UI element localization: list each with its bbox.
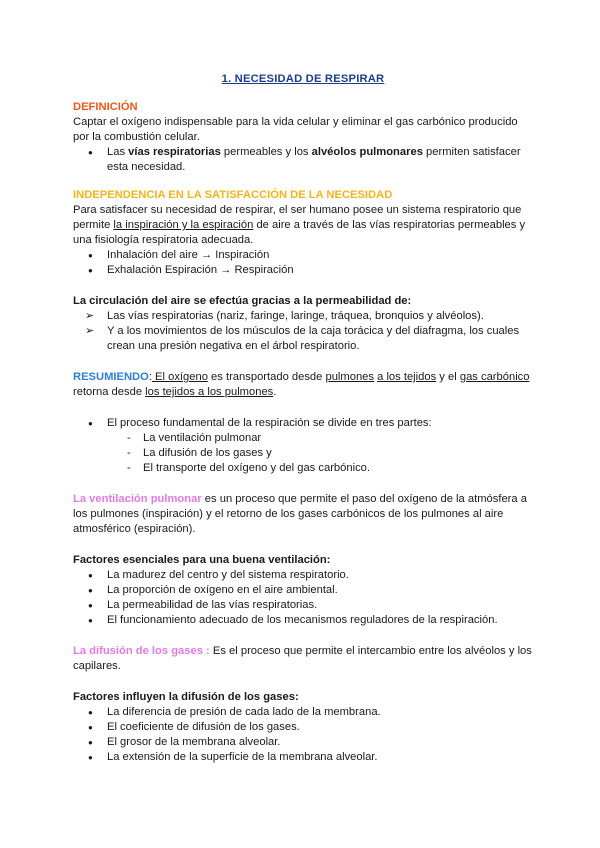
difusion-text (73, 644, 533, 674)
list-item: - El transporte del oxígeno y del gas carbónico. (107, 461, 533, 476)
resumiendo-label: RESUMIENDO (73, 371, 149, 383)
factores-difusion-list (73, 705, 533, 765)
list-item: ● La proporción de oxígeno en el aire ambiental. (73, 583, 533, 598)
bold-heading: Factores influyen la difusión de los gases: (73, 691, 299, 703)
definicion-section (73, 100, 533, 175)
underlined-text: pulmones (325, 371, 374, 383)
circulacion-section (73, 294, 533, 354)
definicion-list (73, 145, 533, 175)
list-item: ● El funcionamiento adecuado de los mecanismos reguladores de la respiración. (73, 613, 533, 628)
document-page (73, 72, 533, 765)
definicion-heading: DEFINICIÓN (73, 101, 138, 113)
text-run: es transportado desde (207, 371, 326, 383)
text-run: : (148, 371, 152, 383)
ventilacion-label: La ventilación pulmonar (73, 493, 202, 505)
ventilacion-section (73, 492, 533, 537)
page-title: 1. NECESIDAD DE RESPIRAR (221, 73, 385, 85)
list-item: ● La madurez del centro y del sistema respiratorio. (73, 568, 533, 583)
list-item: ● La diferencia de presión de cada lado de la membrana. (73, 705, 533, 720)
text-run: Las (107, 146, 129, 158)
text-run: permeables y los (220, 146, 312, 158)
text-run: permiten satisfacer esta necesidad. (107, 146, 521, 173)
factores-difusion-section (73, 690, 533, 765)
list-item: ➢ Las vías respiratorias (nariz, faringe, laringe, tráquea, bronquios y alvéolos). (73, 309, 533, 324)
underlined-text: El oxígeno (151, 371, 208, 383)
underlined-text: los tejidos a los pulmones (145, 386, 274, 398)
text-run: Es el proceso que permite el intercambio entre los alvéolos y los capilares. (73, 645, 532, 672)
difusion-label: La difusión de los gases : (73, 645, 210, 657)
text-run: y el (436, 371, 460, 383)
proceso-parts-list (107, 431, 533, 476)
bold-heading: Factores esenciales para una buena ventilación: (73, 554, 331, 566)
independencia-list (73, 248, 533, 278)
circulacion-heading (73, 294, 533, 309)
factores-difusion-heading (73, 690, 533, 705)
resumiendo-section (73, 370, 533, 400)
list-item: ● Exhalación Espiración → Respiración (73, 263, 533, 278)
underlined-text: a los tejidos (377, 371, 437, 383)
factores-ventilacion-list (73, 568, 533, 628)
bold-term: vías respiratorias (128, 146, 221, 158)
list-item: ● Inhalación del aire → Inspiración (73, 248, 533, 263)
factores-ventilacion-section (73, 553, 533, 628)
list-item: ● El proceso fundamental de la respiración se divide en tres partes: (73, 416, 533, 431)
underlined-text: la inspiración y la espiración (113, 219, 254, 231)
independencia-section (73, 188, 533, 278)
bold-heading: La circulación del aire se efectúa gracias a la permeabilidad de: (73, 295, 412, 307)
factores-ventilacion-heading (73, 553, 533, 568)
text-run: Para satisfacer su necesidad de respirar, el ser humano posee un sistema respiratorio que permite (73, 204, 522, 231)
ventilacion-text (73, 492, 533, 537)
list-item: - La difusión de los gases y (107, 446, 533, 461)
underlined-text: gas carbónico (459, 371, 530, 383)
list-item: ➢ Y a los movimientos de los músculos de la caja torácica y del diafragma, los cuales crean una presión negativa en el árbol respiratorio. (73, 324, 533, 354)
text-run: . (273, 386, 277, 398)
list-item: ● La extensión de la superficie de la membrana alveolar. (73, 750, 533, 765)
proceso-section (73, 416, 533, 476)
list-item (73, 145, 533, 175)
list-item: ● El grosor de la membrana alveolar. (73, 735, 533, 750)
text-run: es un proceso que permite el paso del oxígeno de la atmósfera a los pulmones (inspiración) y el retorno de los gases carbónicos de los pulmones al aire atmosférico (espiración). (73, 493, 527, 535)
proceso-list (73, 416, 533, 431)
difusion-section (73, 644, 533, 674)
resumiendo-text (73, 370, 533, 400)
list-item: ● La permeabilidad de las vías respiratorias. (73, 598, 533, 613)
list-item: ● El coeficiente de difusión de los gases. (73, 720, 533, 735)
definicion-text: Captar el oxígeno indispensable para la vida celular y eliminar el gas carbónico producido por la combustión celular. (73, 116, 518, 143)
bold-term: alvéolos pulmonares (311, 146, 423, 158)
list-item: - La ventilación pulmonar (107, 431, 533, 446)
text-run: de aire a través de las vías respiratorias permeables y una fisiología respiratoria adecuada. (73, 219, 526, 246)
independencia-heading: INDEPENDENCIA EN LA SATISFACCIÓN DE LA NECESIDAD (73, 189, 393, 201)
text-run: retorna desde (73, 386, 146, 398)
circulacion-list (73, 309, 533, 354)
independencia-text (73, 203, 533, 248)
